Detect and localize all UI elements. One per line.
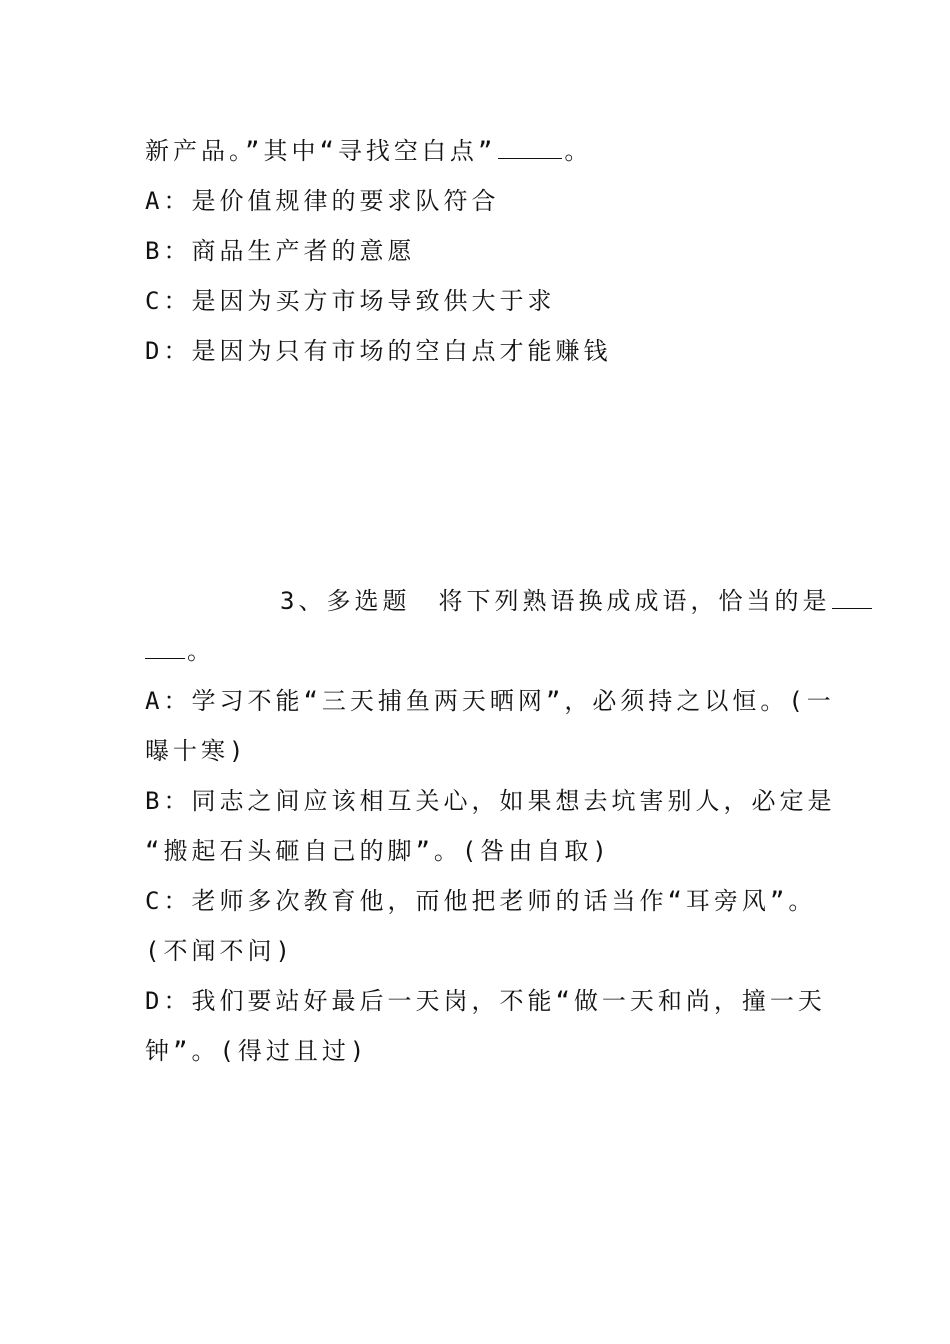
- q3-heading: [280, 586, 831, 616]
- q3-stem: 将下列熟语换成成语，恰当的是: [438, 587, 831, 615]
- q2-stem-text: 新产品。”其中“寻找空白点”: [145, 137, 497, 165]
- q2-option-a-letter: A：: [145, 187, 192, 215]
- q3-stem-end: 。: [187, 637, 215, 665]
- q2-option-c-letter: C：: [145, 287, 192, 315]
- q3-option-a[interactable]: [145, 686, 835, 716]
- q2-option-a-text: 是价值规律的要求队符合: [191, 187, 500, 215]
- q3-option-d-text-cont: 钟”。(得过且过): [145, 1037, 369, 1065]
- q2-option-d-text: 是因为只有市场的空白点才能赚钱: [191, 337, 612, 365]
- q2-option-a[interactable]: [145, 186, 815, 216]
- q3-answer-blank-end: [145, 636, 185, 659]
- q3-option-a-cont: [145, 736, 815, 766]
- q3-option-b[interactable]: [145, 786, 836, 816]
- q3-option-b-text: 同志之间应该相互关心，如果想去坑害别人，必定是: [191, 787, 836, 815]
- q3-option-b-text-cont: “搬起石头砸自己的脚”。(咎由自取): [145, 837, 611, 865]
- q2-option-b[interactable]: [145, 236, 815, 266]
- q3-option-c-cont: [145, 936, 815, 966]
- q2-option-d-letter: D：: [145, 337, 192, 365]
- q3-answer-blank-start: [832, 586, 872, 609]
- q3-option-b-letter: B：: [145, 787, 192, 815]
- q2-option-b-text: 商品生产者的意愿: [191, 237, 416, 265]
- q2-stem-tail: [145, 136, 815, 166]
- q2-option-c[interactable]: [145, 286, 815, 316]
- q3-option-c[interactable]: [145, 886, 815, 916]
- q3-option-c-letter: C：: [145, 887, 192, 915]
- q3-option-d-cont: [145, 1036, 815, 1066]
- q3-option-d-letter: D：: [145, 987, 192, 1015]
- q2-option-d[interactable]: [145, 336, 815, 366]
- q3-option-a-text-cont: 曝十寒): [145, 737, 248, 765]
- q2-option-c-text: 是因为买方市场导致供大于求: [191, 287, 556, 315]
- q3-heading-cont: [145, 636, 815, 666]
- q3-option-a-letter: A：: [145, 687, 192, 715]
- q3-option-b-cont: [145, 836, 815, 866]
- q2-answer-blank: [498, 136, 562, 159]
- q3-option-c-text: 老师多次教育他，而他把老师的话当作“耳旁风”。: [191, 887, 817, 915]
- q2-option-b-letter: B：: [145, 237, 192, 265]
- q3-option-d-text: 我们要站好最后一天岗，不能“做一天和尚，撞一天: [191, 987, 826, 1015]
- q3-option-d[interactable]: [145, 986, 826, 1016]
- q3-option-c-text-cont: (不闻不问): [145, 937, 294, 965]
- q3-number: 3、多选题: [280, 587, 411, 615]
- q3-option-a-text: 学习不能“三天捕鱼两天晒网”，必须持之以恒。(一: [191, 687, 835, 715]
- q2-stem-end: 。: [564, 137, 593, 165]
